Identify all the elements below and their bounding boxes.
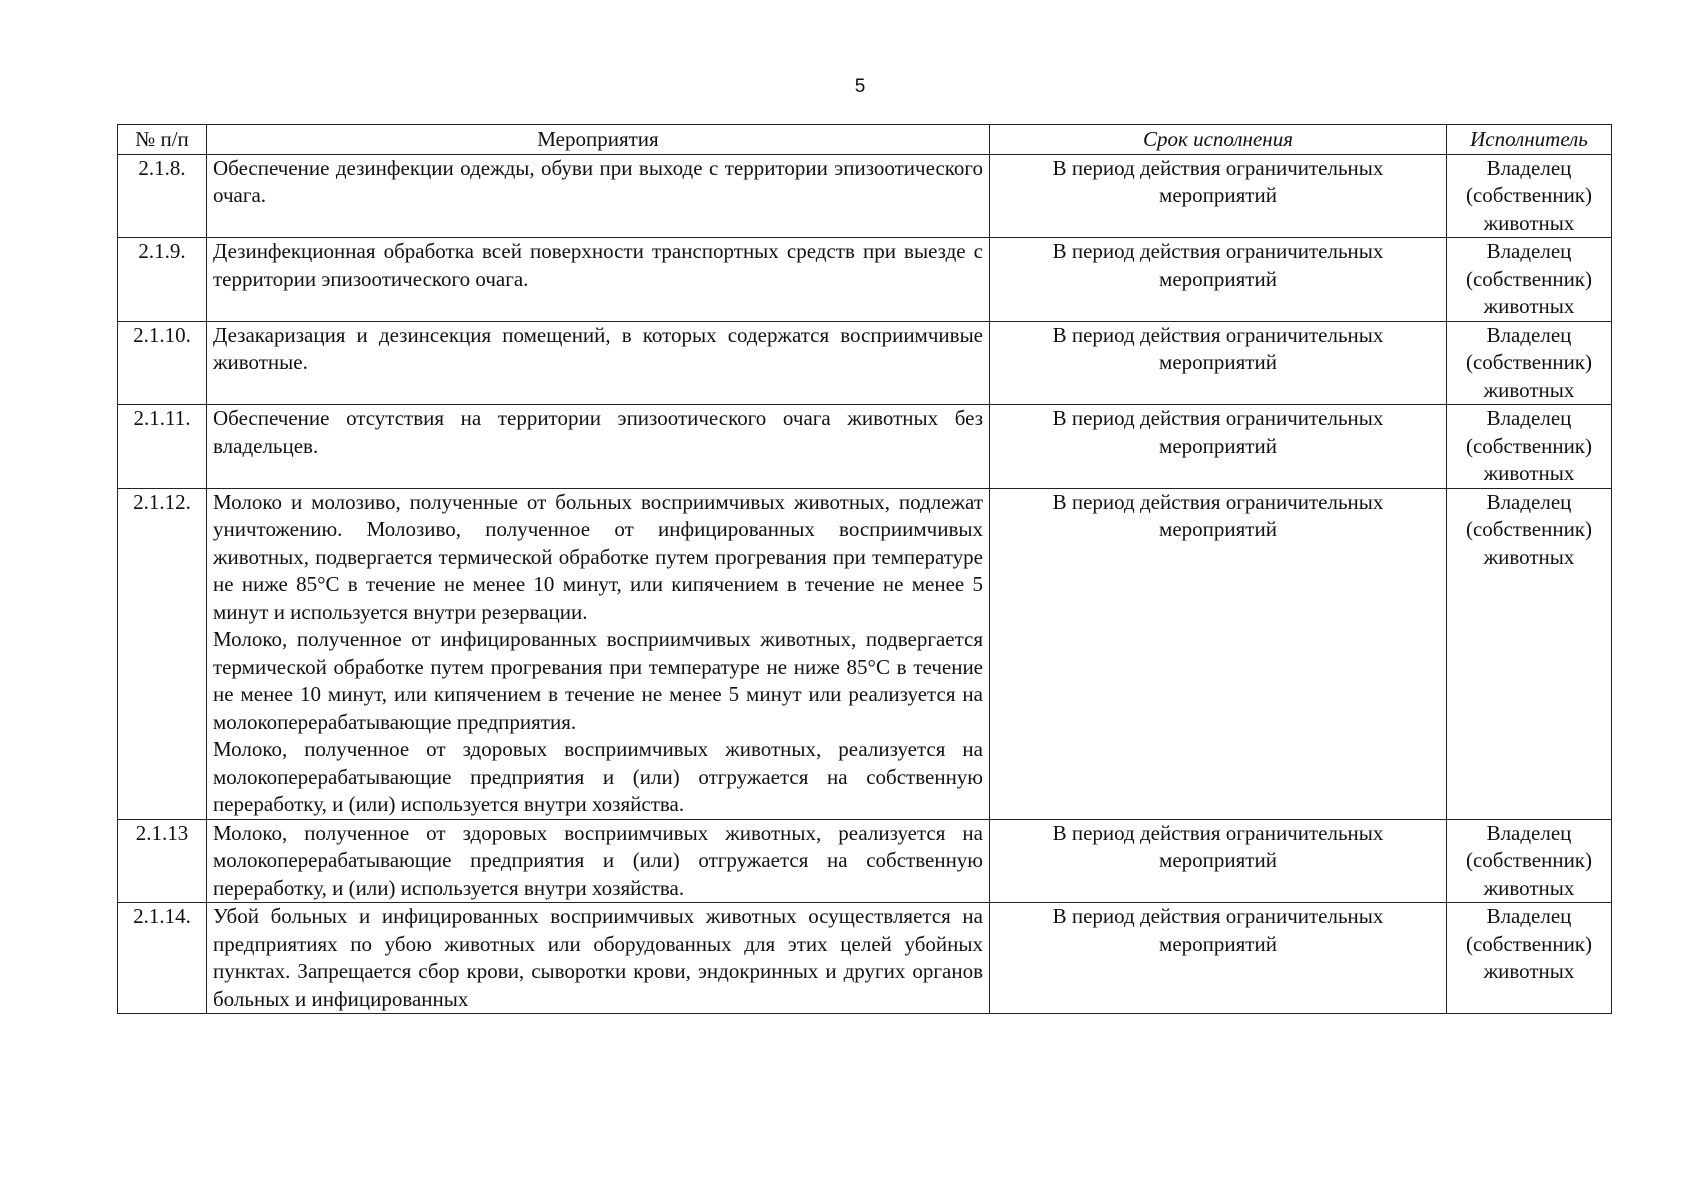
table-row	[118, 154, 1612, 238]
row-executor: Владелец (собственник) животных	[1447, 154, 1612, 238]
row-number: 2.1.8.	[118, 154, 207, 238]
action-paragraph: Обеспечение дезинфекции одежды, обуви при выходе с территории эпизоотического очага.	[213, 155, 983, 207]
row-action	[207, 321, 990, 405]
header-term: Срок исполнения	[990, 125, 1447, 155]
header-executor: Исполнитель	[1447, 125, 1612, 155]
measures-table	[117, 124, 1612, 1014]
table-row	[118, 819, 1612, 903]
action-paragraph: Молоко, полученное от здоровых восприимчивых животных, реализуется на молокоперерабатывающие предприятия и (или) отгружается на собственную переработку, и (или) используется внутри хозяйства.	[213, 820, 983, 900]
row-term: В период действия ограничительных мероприятий	[990, 154, 1447, 238]
table-row	[118, 903, 1612, 1014]
row-executor: Владелец (собственник) животных	[1447, 238, 1612, 322]
action-paragraph: Молоко, полученное от здоровых восприимчивых животных, реализуется на молокоперерабатывающие предприятия и (или) отгружается на собственную переработку, и (или) используется внутри хозяйства.	[213, 737, 983, 816]
row-executor: Владелец (собственник) животных	[1447, 321, 1612, 405]
table-row	[118, 405, 1612, 489]
action-paragraph: Дезакаризация и дезинсекция помещений, в которых содержатся восприимчивые животные.	[213, 322, 983, 374]
row-term: В период действия ограничительных мероприятий	[990, 819, 1447, 903]
header-num: № п/п	[118, 125, 207, 155]
row-action	[207, 154, 990, 238]
row-action	[207, 903, 990, 1014]
row-term: В период действия ограничительных мероприятий	[990, 488, 1447, 819]
row-number: 2.1.9.	[118, 238, 207, 322]
page-number: 5	[854, 76, 866, 97]
row-action	[207, 238, 990, 322]
action-paragraph: Молоко и молозиво, полученные от больных восприимчивых животных, подлежат уничтожению. Молозиво, полученное от инфицированных восприимчивых животных, подвергается термической обработке путем прогревания при температуре не ниже 85°С в течение не менее 10 минут, или кипячением в течение не менее 5 минут и используется внутри резервации.	[213, 489, 983, 624]
action-paragraph: Убой больных и инфицированных восприимчивых животных осуществляется на предприятиях по убою животных или оборудованных для этих целей убойных пунктах. Запрещается сбор крови, сыворотки крови, эндокринных и других органов больных и инфицированных	[213, 904, 983, 1011]
row-term: В период действия ограничительных мероприятий	[990, 238, 1447, 322]
row-number: 2.1.10.	[118, 321, 207, 405]
row-term: В период действия ограничительных мероприятий	[990, 903, 1447, 1014]
row-executor: Владелец (собственник) животных	[1447, 903, 1612, 1014]
row-action	[207, 819, 990, 903]
row-number: 2.1.14.	[118, 903, 207, 1014]
table-row	[118, 238, 1612, 322]
header-action: Мероприятия	[207, 125, 990, 155]
table-row	[118, 488, 1612, 819]
row-executor: Владелец (собственник) животных	[1447, 488, 1612, 819]
action-paragraph: Молоко, полученное от инфицированных восприимчивых животных, подвергается термической обработке путем прогревания при температуре не ниже 85°С в течение не менее 10 минут, или кипячением в течение не менее 5 минут или реализуется на молокоперерабатывающие предприятия.	[213, 627, 983, 734]
action-paragraph: Дезинфекционная обработка всей поверхности транспортных средств при выезде с территории эпизоотического очага.	[213, 239, 983, 291]
action-paragraph: Обеспечение отсутствия на территории эпизоотического очага животных без владельцев.	[213, 406, 983, 458]
row-number: 2.1.12.	[118, 488, 207, 819]
row-action	[207, 405, 990, 489]
table-row	[118, 321, 1612, 405]
row-action	[207, 488, 990, 819]
row-term: В период действия ограничительных мероприятий	[990, 321, 1447, 405]
row-executor: Владелец (собственник) животных	[1447, 819, 1612, 903]
row-number: 2.1.11.	[118, 405, 207, 489]
row-term: В период действия ограничительных мероприятий	[990, 405, 1447, 489]
row-executor: Владелец (собственник) животных	[1447, 405, 1612, 489]
table-header-row	[118, 125, 1612, 155]
row-number: 2.1.13	[118, 819, 207, 903]
